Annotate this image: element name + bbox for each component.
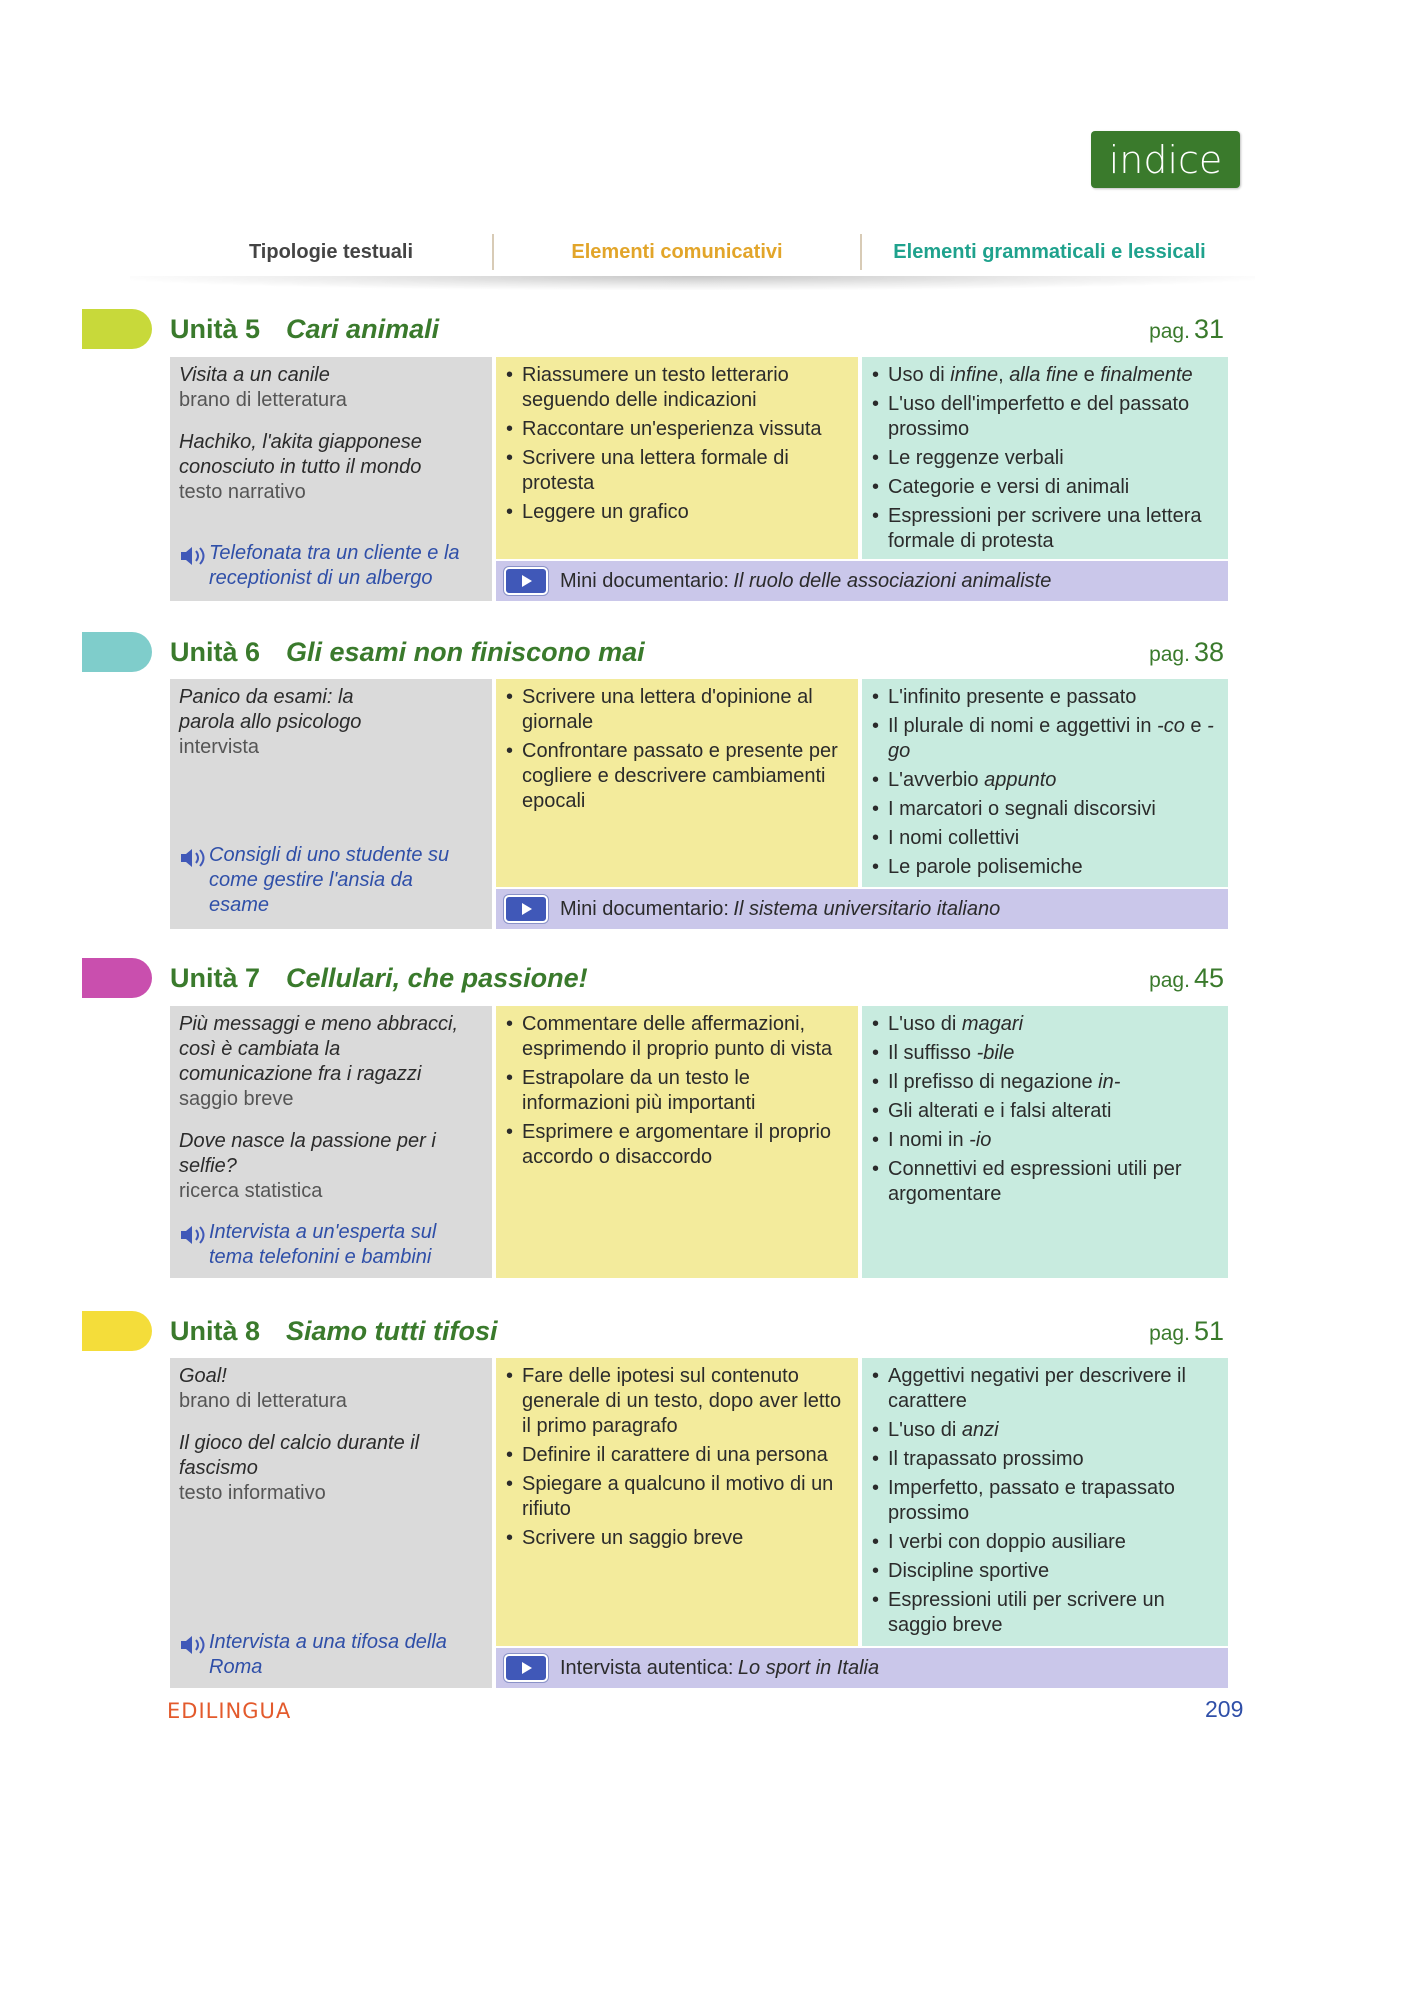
indice-tab: indice xyxy=(1091,131,1240,188)
unit-color-tab xyxy=(82,958,152,998)
grammar-item: • Categorie e versi di animali xyxy=(870,475,1222,500)
text-title: Visita a un canile xyxy=(179,364,330,386)
audio-title: Intervista a un'esperta sul tema telefonini e bambini xyxy=(209,1221,437,1268)
grammar-cell xyxy=(862,1006,1228,1278)
page-label: pag. xyxy=(1149,320,1190,343)
communicative-item: • Raccontare un'esperienza vissuta xyxy=(504,417,852,442)
communicative-item: • Scrivere una lettera d'opinione al giornale xyxy=(504,685,852,735)
page-number-footer: 209 xyxy=(1205,1696,1244,1722)
video-title: Il ruolo delle associazioni animaliste xyxy=(733,569,1052,592)
grammar-cell xyxy=(862,357,1228,559)
audio-track[interactable] xyxy=(179,1220,467,1270)
audio-track[interactable] xyxy=(179,843,467,918)
text-title: Più messaggi e meno abbracci, così è cambiata la comunicazione fra i ragazzi xyxy=(179,1013,459,1085)
communicative-item: • Commentare delle affermazioni, esprimendo il proprio punto di vista xyxy=(504,1012,852,1062)
speaker-icon xyxy=(179,545,209,567)
page-number: 38 xyxy=(1193,637,1224,667)
unit-color-tab xyxy=(82,309,152,349)
header-comunicativi: Elementi comunicativi xyxy=(492,234,862,270)
grammar-item: • Le reggenze verbali xyxy=(870,446,1222,471)
text-types-cell xyxy=(170,679,492,929)
video-label: Mini documentario: xyxy=(560,897,729,920)
video-label: Mini documentario: xyxy=(560,569,729,592)
communicative-item: • Definire il carattere di una persona xyxy=(504,1443,852,1468)
publisher-logo: EDILINGUA xyxy=(167,1699,292,1723)
unit-page-ref xyxy=(1149,309,1224,349)
grammar-item: • Espressioni per scrivere una lettera formale di protesta xyxy=(870,504,1222,554)
unit-title xyxy=(170,309,439,349)
page-number: 45 xyxy=(1193,963,1224,993)
communicative-item: • Esprimere e argomentare il proprio accordo o disaccordo xyxy=(504,1120,852,1170)
communicative-item: • Confrontare passato e presente per cogliere e descrivere cambiamenti epocali xyxy=(504,739,852,814)
video-label: Intervista autentica: xyxy=(560,1656,734,1679)
text-types-cell xyxy=(170,1006,492,1278)
unit-number: Unità 6 xyxy=(170,637,261,667)
grammar-item: • Discipline sportive xyxy=(870,1559,1222,1584)
text-type: testo narrativo xyxy=(179,481,306,503)
unit-page-ref xyxy=(1149,1311,1224,1351)
page-label: pag. xyxy=(1149,1322,1190,1345)
page-label: pag. xyxy=(1149,643,1190,666)
grammar-item: • Gli alterati e i falsi alterati xyxy=(870,1099,1222,1124)
communicative-cell xyxy=(496,357,858,559)
column-headers xyxy=(170,232,1240,272)
communicative-cell xyxy=(496,1358,858,1646)
speaker-icon xyxy=(179,847,209,869)
unit-page-ref xyxy=(1149,958,1224,998)
communicative-item: • Estrapolare da un testo le informazioni più importanti xyxy=(504,1066,852,1116)
communicative-item: • Leggere un grafico xyxy=(504,500,852,525)
grammar-item: • I verbi con doppio ausiliare xyxy=(870,1530,1222,1555)
audio-track[interactable] xyxy=(179,1630,467,1680)
unit-color-tab xyxy=(82,1311,152,1351)
grammar-item: • I marcatori o segnali discorsivi xyxy=(870,797,1222,822)
grammar-item: • L'uso di magari xyxy=(870,1012,1222,1037)
grammar-item: • L'uso di anzi xyxy=(870,1418,1222,1443)
unit-name: Cari animali xyxy=(286,314,440,344)
speaker-icon xyxy=(179,1224,209,1246)
text-types-cell xyxy=(170,1358,492,1688)
grammar-cell xyxy=(862,679,1228,887)
unit-page-ref xyxy=(1149,632,1224,672)
grammar-item: • Aggettivi negativi per descrivere il carattere xyxy=(870,1364,1222,1414)
communicative-item: • Scrivere una lettera formale di protesta xyxy=(504,446,852,496)
text-type: ricerca statistica xyxy=(179,1180,323,1202)
grammar-item: • Imperfetto, passato e trapassato prossimo xyxy=(870,1476,1222,1526)
grammar-item: • L'uso dell'imperfetto e del passato prossimo xyxy=(870,392,1222,442)
unit-name: Cellulari, che passione! xyxy=(286,963,588,993)
header-tipologie: Tipologie testuali xyxy=(248,241,414,263)
video-row[interactable] xyxy=(496,561,1228,601)
unit-number: Unità 8 xyxy=(170,1316,261,1346)
unit-number: Unità 5 xyxy=(170,314,261,344)
header-divider xyxy=(130,276,1255,290)
grammar-item: • I nomi collettivi xyxy=(870,826,1222,851)
page-number: 51 xyxy=(1193,1316,1224,1346)
unit-number: Unità 7 xyxy=(170,963,261,993)
text-title: Goal! xyxy=(179,1365,227,1387)
communicative-item: • Spiegare a qualcuno il motivo di un rifiuto xyxy=(504,1472,852,1522)
audio-title: Intervista a una tifosa della Roma xyxy=(209,1631,447,1678)
video-title: Lo sport in Italia xyxy=(737,1656,880,1679)
text-type: brano di letteratura xyxy=(179,1390,347,1412)
grammar-item: • Uso di infine, alla fine e finalmente xyxy=(870,363,1222,388)
grammar-item: • Espressioni utili per scrivere un saggio breve xyxy=(870,1588,1222,1638)
play-icon xyxy=(504,895,548,923)
grammar-item: • L'infinito presente e passato xyxy=(870,685,1222,710)
grammar-item: • Connettivi ed espressioni utili per argomentare xyxy=(870,1157,1222,1207)
play-icon xyxy=(504,1654,548,1682)
communicative-cell xyxy=(496,679,858,887)
text-title: Il gioco del calcio durante il fascismo xyxy=(179,1432,420,1479)
unit-name: Gli esami non finiscono mai xyxy=(286,637,645,667)
unit-title xyxy=(170,632,645,672)
grammar-item: • Il suffisso -bile xyxy=(870,1041,1222,1066)
grammar-item: • Il prefisso di negazione in- xyxy=(870,1070,1222,1095)
communicative-cell xyxy=(496,1006,858,1278)
video-row[interactable] xyxy=(496,1648,1228,1688)
audio-title: Consigli di uno studente su come gestire l'ansia da esame xyxy=(209,844,450,916)
communicative-item: • Fare delle ipotesi sul contenuto generale di un testo, dopo aver letto il primo paragrafo xyxy=(504,1364,852,1439)
grammar-item: • Il plurale di nomi e aggettivi in -co e -go xyxy=(870,714,1222,764)
header-grammaticali: Elementi grammaticali e lessicali xyxy=(893,241,1206,263)
unit-name: Siamo tutti tifosi xyxy=(286,1316,498,1346)
audio-title: Telefonata tra un cliente e la receptionist di un albergo xyxy=(209,542,460,589)
text-type: saggio breve xyxy=(179,1088,294,1110)
play-icon xyxy=(504,567,548,595)
text-type: intervista xyxy=(179,736,260,758)
communicative-item: • Scrivere un saggio breve xyxy=(504,1526,852,1551)
text-types-cell xyxy=(170,357,492,601)
page-label: pag. xyxy=(1149,969,1190,992)
speaker-icon xyxy=(179,1634,209,1656)
text-type: testo informativo xyxy=(179,1482,326,1504)
grammar-cell xyxy=(862,1358,1228,1646)
communicative-item: • Riassumere un testo letterario seguendo delle indicazioni xyxy=(504,363,852,413)
text-type: brano di letteratura xyxy=(179,389,347,411)
grammar-item: • I nomi in -io xyxy=(870,1128,1222,1153)
text-title: Dove nasce la passione per i selfie? xyxy=(179,1130,436,1177)
audio-track[interactable] xyxy=(179,541,477,591)
video-row[interactable] xyxy=(496,889,1228,929)
unit-title xyxy=(170,1311,498,1351)
grammar-item: • Le parole polisemiche xyxy=(870,855,1222,880)
text-title: Hachiko, l'akita giapponese conosciuto in tutto il mondo xyxy=(179,431,422,478)
unit-title xyxy=(170,958,588,998)
page-number: 31 xyxy=(1193,314,1224,344)
text-title: Panico da esami: la parola allo psicologo xyxy=(179,686,362,733)
grammar-item: • L'avverbio appunto xyxy=(870,768,1222,793)
video-title: Il sistema universitario italiano xyxy=(733,897,1001,920)
grammar-item: • Il trapassato prossimo xyxy=(870,1447,1222,1472)
unit-color-tab xyxy=(82,632,152,672)
